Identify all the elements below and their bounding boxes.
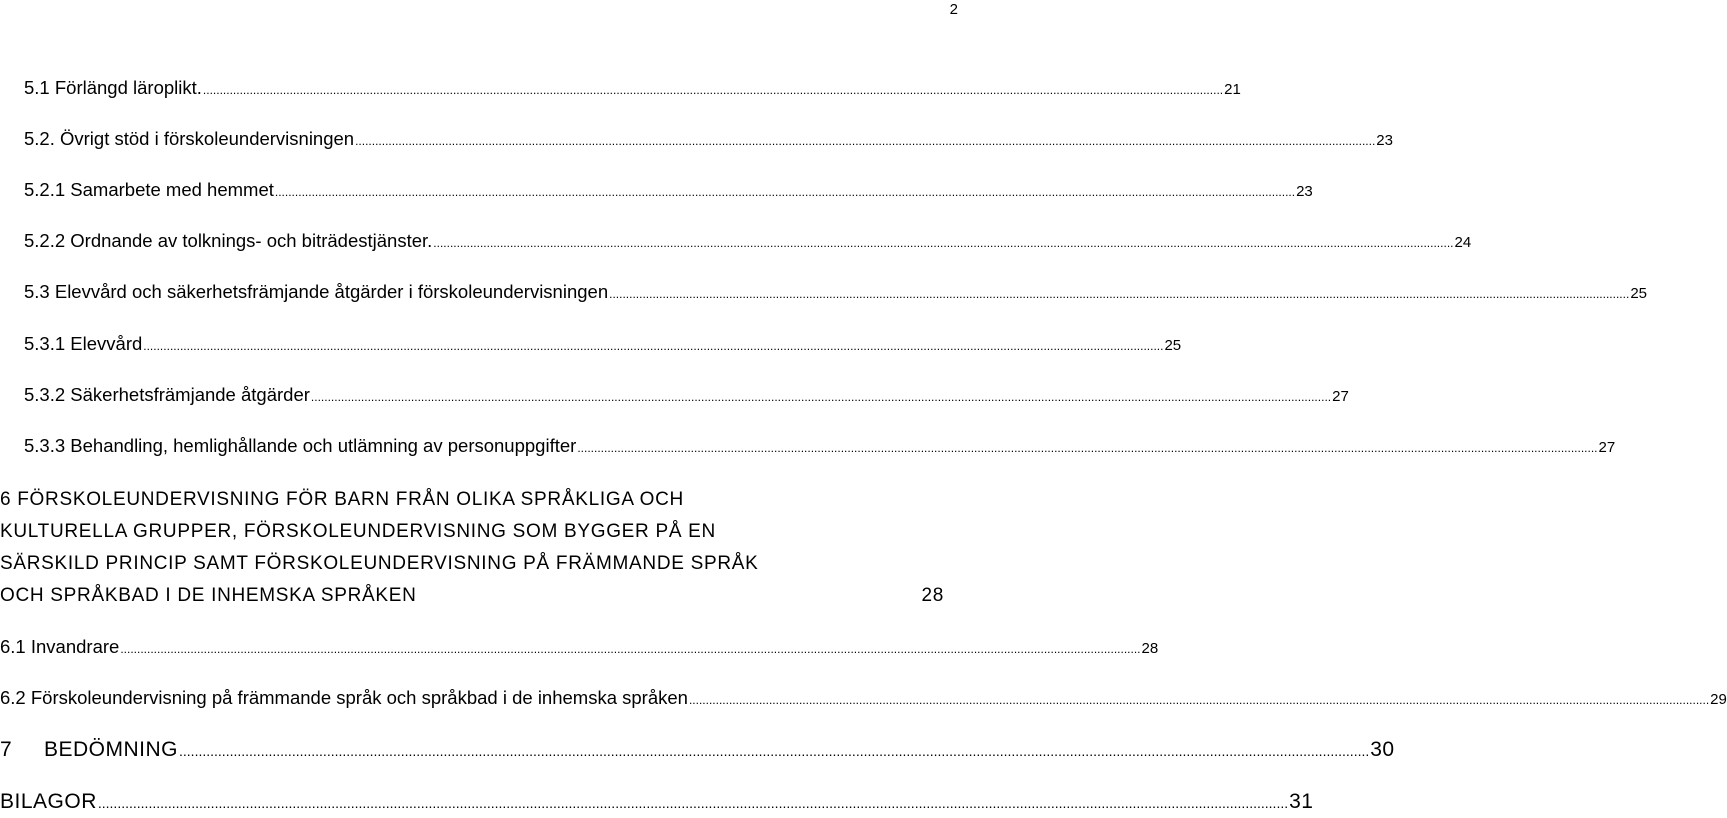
toc-entry-5-2-1[interactable] <box>24 177 1313 203</box>
toc-entry-5-1[interactable] <box>24 75 1241 101</box>
toc-entry-5-3-3[interactable] <box>24 433 1616 459</box>
dot-leader <box>275 179 1295 205</box>
toc-entry-label: 5.3.2 Säkerhetsfrämjande åtgärder <box>24 384 310 405</box>
chapter-6-title-line: SÄRSKILD PRINCIP SAMT FÖRSKOLEUNDERVISNING PÅ FRÄMMANDE SPRÅK <box>0 553 759 574</box>
toc-entry-label <box>0 735 178 765</box>
toc-entry-5-3[interactable] <box>24 279 1647 305</box>
dot-leader <box>98 788 1288 818</box>
toc-entry-page: 25 <box>1164 337 1182 354</box>
toc-entry-6-2[interactable] <box>0 685 1727 711</box>
chapter-6-title-line: 6 FÖRSKOLEUNDERVISNING FÖR BARN FRÅN OLIKA SPRÅKLIGA OCH <box>0 489 684 510</box>
toc-entry-label: 5.3 Elevvård och säkerhetsfrämjande åtgärder i förskoleundervisningen <box>24 281 609 302</box>
chapter-6-title-line: OCH SPRÅKBAD I DE INHEMSKA SPRÅKEN <box>0 585 417 606</box>
toc-appendices[interactable] <box>0 787 1314 817</box>
dot-leader <box>120 636 1140 662</box>
chapter-number: 7 <box>0 738 13 761</box>
toc-entry-label: 5.2.2 Ordnande av tolknings- och biträdestjänster. <box>24 230 433 251</box>
toc-entry-label: 5.3.1 Elevvård <box>24 333 143 354</box>
toc-entry-5-2[interactable] <box>24 126 1393 152</box>
toc-entry-page: 29 <box>1710 691 1727 708</box>
toc-entry-page: 27 <box>1598 439 1616 456</box>
toc-entry-label: 5.2.1 Samarbete med hemmet <box>24 179 274 200</box>
toc-entry-label: 5.1 Förlängd läroplikt. <box>24 77 202 98</box>
toc-entry-page: 27 <box>1332 388 1349 405</box>
toc-entry-page: 21 <box>1224 81 1241 98</box>
toc-entry-5-3-1[interactable] <box>24 331 1182 357</box>
chapter-title: BILAGOR <box>0 790 97 813</box>
dot-leader <box>609 281 1629 307</box>
toc-entry-page: 28 <box>921 585 944 606</box>
dot-leader <box>311 384 1331 410</box>
dot-leader <box>433 230 1453 256</box>
toc-entry-page: 30 <box>1370 738 1395 761</box>
toc-entry-page: 25 <box>1630 285 1647 302</box>
toc-entry-page: 28 <box>1141 640 1159 657</box>
toc-chapter-6[interactable] <box>0 484 944 612</box>
dot-leader <box>143 333 1163 359</box>
chapter-6-title-last-line <box>0 580 944 612</box>
toc-entry-page: 31 <box>1289 790 1314 813</box>
toc-entry-label <box>0 787 97 817</box>
dot-leader <box>179 736 1369 766</box>
toc-chapter-7[interactable] <box>0 735 1395 765</box>
toc-entry-5-3-2[interactable] <box>24 382 1349 408</box>
dot-leader <box>203 77 1223 103</box>
dot-leader <box>689 687 1709 713</box>
toc-entry-page: 23 <box>1296 183 1313 200</box>
toc-entry-label: 5.3.3 Behandling, hemlighållande och utlämning av personuppgifter <box>24 435 577 456</box>
toc-entry-label: 6.1 Invandrare <box>0 636 120 657</box>
toc-entry-page: 23 <box>1376 132 1393 149</box>
toc-entry-6-1[interactable] <box>0 634 1159 660</box>
dot-leader <box>355 128 1375 154</box>
chapter-6-title-line: KULTURELLA GRUPPER, FÖRSKOLEUNDERVISNING SOM BYGGER PÅ EN <box>0 521 716 542</box>
toc-entry-label: 6.2 Förskoleundervisning på främmande språk och språkbad i de inhemska språken <box>0 687 688 708</box>
toc-entry-page: 24 <box>1454 234 1472 251</box>
toc-entry-label: 5.2. Övrigt stöd i förskoleundervisningen <box>24 128 355 149</box>
chapter-title: BEDÖMNING <box>44 738 179 761</box>
page-number: 2 <box>949 1 958 18</box>
toc-entry-5-2-2[interactable] <box>24 228 1472 254</box>
dot-leader <box>577 435 1597 461</box>
